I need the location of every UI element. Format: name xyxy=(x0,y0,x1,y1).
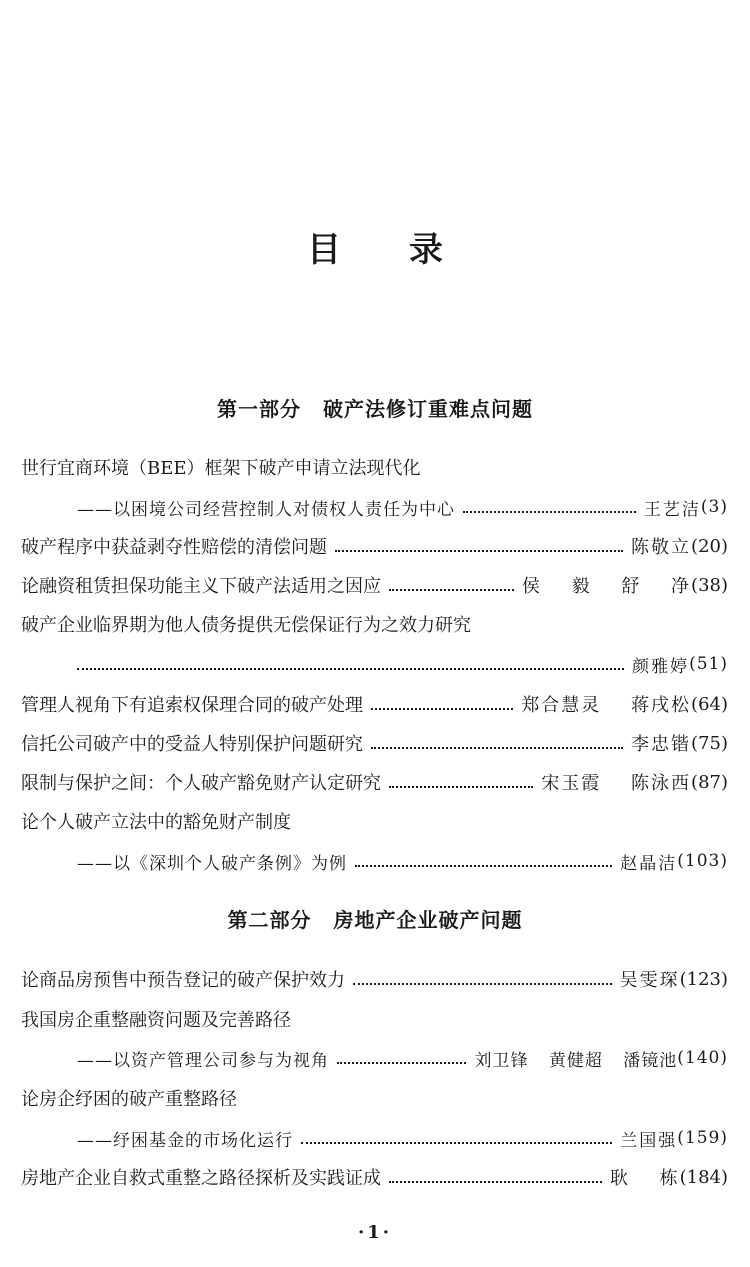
entry-subtitle: ——以资产管理公司参与为视角 xyxy=(77,1050,329,1071)
toc-entry[interactable] xyxy=(21,1004,728,1034)
entry-title: 房地产企业自救式重整之路径探析及实践证成 xyxy=(21,1168,381,1189)
entry-page: (123) xyxy=(679,968,728,990)
toc-entry[interactable] xyxy=(21,570,728,600)
entry-author: 陈敬立 xyxy=(631,537,692,558)
entry-page: (64) xyxy=(691,693,728,715)
entry-page: (3) xyxy=(700,497,728,517)
entry-subtitle: ——纾困基金的市场化运行 xyxy=(77,1130,293,1151)
entry-title: 信托公司破产中的受益人特别保护问题研究 xyxy=(21,734,363,755)
entry-title: 论商品房预售中预告登记的破产保护效力 xyxy=(21,970,345,991)
entry-page: (51) xyxy=(689,654,728,674)
entry-author: 宋玉霞 陈泳西 xyxy=(541,773,692,794)
toc-entry-subtitle[interactable] xyxy=(77,1043,728,1073)
entry-page: (87) xyxy=(691,771,728,793)
entry-title: 世行宜商环境（BEE）框架下破产申请立法现代化 xyxy=(21,458,421,479)
entry-author: 侯 毅 舒 净 xyxy=(521,576,692,597)
toc-entry-subtitle[interactable] xyxy=(77,846,728,876)
entry-title: 论个人破产立法中的豁免财产制度 xyxy=(21,812,291,833)
dot-leader xyxy=(371,747,623,749)
entry-title: 论融资租赁担保功能主义下破产法适用之因应 xyxy=(21,576,381,597)
dot-leader xyxy=(389,1181,602,1183)
dot-leader xyxy=(389,589,514,591)
entry-subtitle: ——以《深圳个人破产条例》为例 xyxy=(77,853,347,874)
toc-entry-subtitle[interactable] xyxy=(77,492,728,522)
entry-title: 论房企纾困的破产重整路径 xyxy=(21,1089,237,1110)
toc-entry[interactable] xyxy=(21,806,728,836)
entry-author: 王艺洁 xyxy=(643,499,701,520)
dot-leader xyxy=(77,668,624,670)
dot-leader xyxy=(335,550,623,552)
entry-author: 刘卫锋 黄健超 潘镜池 xyxy=(474,1050,678,1071)
dot-leader xyxy=(353,983,612,985)
entry-author: 颜雅婷 xyxy=(632,656,690,677)
dot-leader xyxy=(301,1142,612,1144)
toc-entry[interactable] xyxy=(21,689,728,719)
entry-title: 破产程序中获益剥夺性赔偿的清偿问题 xyxy=(21,537,327,558)
entry-page: (184) xyxy=(679,1166,728,1188)
section-name: 破产法修订重难点问题 xyxy=(323,397,533,421)
entry-author: 赵晶洁 xyxy=(620,853,678,874)
section-part-label: 第二部分 xyxy=(227,908,312,932)
entry-page: (75) xyxy=(691,732,728,754)
entry-author: 耿 栋 xyxy=(609,1168,680,1189)
entry-title: 管理人视角下有追索权保理合同的破产处理 xyxy=(21,695,363,716)
toc-entry-subtitle[interactable] xyxy=(77,649,728,679)
entry-page: (103) xyxy=(677,851,728,871)
dot-leader xyxy=(463,511,636,513)
entry-page: (20) xyxy=(691,535,728,557)
toc-entry[interactable] xyxy=(21,531,728,561)
dot-leader xyxy=(389,786,533,788)
page-title: 目录 xyxy=(307,230,511,270)
entry-title: 破产企业临界期为他人债务提供无偿保证行为之效力研究 xyxy=(21,615,471,636)
entry-title: 我国房企重整融资问题及完善路径 xyxy=(21,1010,291,1031)
dot-leader xyxy=(337,1062,466,1064)
entry-author: 吴雯琛 xyxy=(619,970,680,991)
toc-entry[interactable] xyxy=(21,1083,728,1113)
entry-subtitle: ——以困境公司经营控制人对债权人责任为中心 xyxy=(77,499,455,520)
toc-entry[interactable] xyxy=(21,452,728,482)
dot-leader xyxy=(355,865,612,867)
toc-entry[interactable] xyxy=(21,609,728,639)
entry-title: 限制与保护之间：个人破产豁免财产认定研究 xyxy=(21,773,381,794)
entry-page: (159) xyxy=(677,1128,728,1148)
toc-entry[interactable] xyxy=(21,767,728,797)
dot-leader xyxy=(371,708,513,710)
toc-entry-subtitle[interactable] xyxy=(77,1123,728,1153)
section-heading-part-1 xyxy=(0,394,750,424)
toc-entry[interactable] xyxy=(21,1162,728,1192)
toc-entry[interactable] xyxy=(21,728,728,758)
entry-page: (140) xyxy=(677,1048,728,1068)
entry-page: (38) xyxy=(691,574,728,596)
section-part-label: 第一部分 xyxy=(217,397,301,421)
entry-author: 郑合慧灵 蒋戌松 xyxy=(521,695,692,716)
section-name: 房地产企业破产问题 xyxy=(333,908,523,932)
entry-author: 兰国强 xyxy=(620,1130,678,1151)
page-number: ·1· xyxy=(357,1222,393,1243)
section-heading-part-2 xyxy=(0,905,750,935)
entry-author: 李忠锴 xyxy=(631,734,692,755)
toc-entry[interactable] xyxy=(21,964,728,994)
